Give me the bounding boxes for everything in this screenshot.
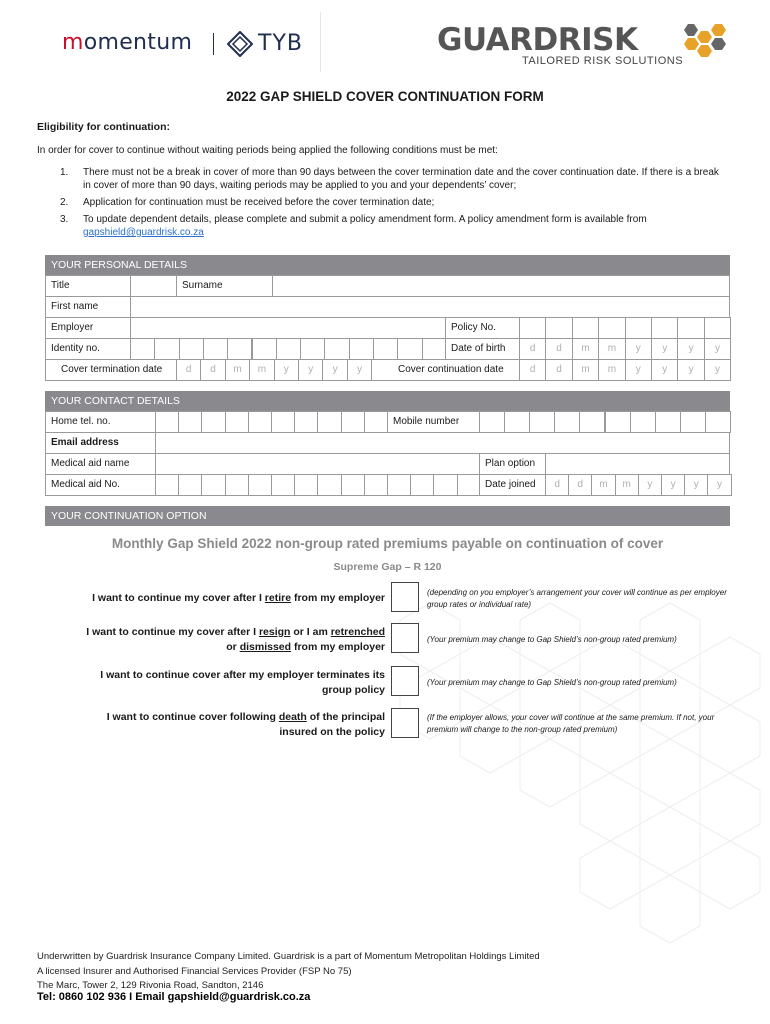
option-text: of the principal <box>306 711 385 723</box>
date-digit-cell[interactable]: m <box>598 359 625 381</box>
condition-number: 3. <box>60 214 69 225</box>
digit-cell[interactable] <box>655 411 681 433</box>
date-digit-cell[interactable]: y <box>625 338 652 360</box>
footer-licence: A licensed Insurer and Authorised Financial Services Provider (FSP No 75) <box>37 966 352 977</box>
option-death-checkbox[interactable] <box>391 708 419 738</box>
footer-contact: Tel: 0860 102 936 I Email gapshield@guardrisk.co.za <box>37 991 311 1003</box>
date-digit-cell[interactable]: y <box>661 474 685 496</box>
tyb-diamond-icon <box>227 31 253 57</box>
first-name-field[interactable] <box>130 296 730 318</box>
momentum-logo-text: momentum <box>62 30 193 55</box>
digit-cell[interactable] <box>225 474 249 496</box>
title-field[interactable] <box>130 275 177 297</box>
digit-cell[interactable] <box>364 474 388 496</box>
condition-number: 2. <box>60 197 69 208</box>
condition-text: Application for continuation must be received before the cover termination date; <box>83 197 435 208</box>
option-resign-note: (Your premium may change to Gap Shield’s non-group rated premium) <box>427 635 677 644</box>
footer-underwritten: Underwritten by Guardrisk Insurance Company Limited. Guardrisk is a part of Momentum Metropolitan Holdings Limited <box>37 951 540 962</box>
footer-address: The Marc, Tower 2, 129 Rivonia Road, Sandton, 2146 <box>37 980 264 991</box>
date-digit-cell[interactable]: y <box>651 338 678 360</box>
digit-cell[interactable] <box>579 411 605 433</box>
digit-cell[interactable] <box>130 338 155 360</box>
option-retire-label <box>92 591 385 606</box>
guardrisk-logo: GUARDRISK <box>437 22 638 58</box>
date-digit-cell[interactable]: m <box>249 359 274 381</box>
option-resign-label <box>86 625 385 655</box>
digit-cell[interactable] <box>154 338 179 360</box>
digit-cell[interactable] <box>651 317 678 339</box>
digit-cell[interactable] <box>276 338 301 360</box>
date-digit-cell[interactable]: d <box>568 474 592 496</box>
option-resign-checkbox[interactable] <box>391 623 419 653</box>
date-digit-cell[interactable]: y <box>298 359 323 381</box>
digit-cell[interactable] <box>704 317 731 339</box>
digit-cell[interactable] <box>519 317 546 339</box>
date-digit-cell[interactable]: y <box>347 359 372 381</box>
digit-cell[interactable] <box>529 411 555 433</box>
digit-cell[interactable] <box>225 411 249 433</box>
digit-cell[interactable] <box>364 411 388 433</box>
digit-cell[interactable] <box>397 338 422 360</box>
date-digit-cell[interactable]: y <box>704 338 731 360</box>
date-joined-label: Date joined <box>479 474 546 496</box>
title-label: Title <box>45 275 131 297</box>
medical-aid-name-field[interactable] <box>155 453 480 475</box>
email-link[interactable]: gapshield@guardrisk.co.za <box>83 227 204 238</box>
option-text: or I am <box>290 626 331 638</box>
digit-cell[interactable] <box>179 338 204 360</box>
digit-cell[interactable] <box>479 411 505 433</box>
option-text: I want to continue my cover after I <box>86 626 259 638</box>
email-label: Email address <box>45 432 156 454</box>
digit-cell[interactable] <box>324 338 349 360</box>
option-text: I want to continue cover following <box>106 711 279 723</box>
medical-aid-name-label: Medical aid name <box>45 453 156 475</box>
policy-no-label: Policy No. <box>445 317 520 339</box>
digit-cell[interactable] <box>252 338 277 360</box>
continuation-heading: YOUR CONTINUATION OPTION <box>45 506 730 526</box>
date-digit-cell[interactable]: y <box>651 359 678 381</box>
date-digit-cell[interactable]: y <box>684 474 708 496</box>
digit-cell[interactable] <box>680 411 706 433</box>
date-digit-cell[interactable]: m <box>598 338 625 360</box>
date-digit-cell[interactable]: m <box>225 359 250 381</box>
digit-cell[interactable] <box>433 474 457 496</box>
digit-cell[interactable] <box>271 411 295 433</box>
home-tel-label: Home tel. no. <box>45 411 156 433</box>
date-digit-cell[interactable]: m <box>591 474 615 496</box>
date-digit-cell[interactable]: y <box>638 474 662 496</box>
digit-cell[interactable] <box>294 474 318 496</box>
guardrisk-tagline: TAILORED RISK SOLUTIONS <box>522 55 684 67</box>
digit-cell[interactable] <box>227 338 252 360</box>
cover-termination-label: Cover termination date <box>45 359 177 381</box>
logo-divider <box>213 33 214 55</box>
option-text-underlined: dismissed <box>239 641 292 653</box>
digit-cell[interactable] <box>572 317 599 339</box>
date-digit-cell[interactable]: d <box>545 474 569 496</box>
date-digit-cell[interactable]: y <box>625 359 652 381</box>
date-digit-cell[interactable]: d <box>200 359 225 381</box>
eligibility-heading: Eligibility for continuation: <box>37 121 170 133</box>
condition-text: To update dependent details, please complete and submit a policy amendment form. A policy amendment form is available from <box>83 214 647 225</box>
option-text-underlined: resign <box>258 626 291 638</box>
mobile-label: Mobile number <box>387 411 480 433</box>
option-employer-terminates-note: (Your premium may change to Gap Shield’s non-group rated premium) <box>427 678 677 687</box>
digit-cell[interactable] <box>178 474 202 496</box>
surname-field[interactable] <box>272 275 730 297</box>
date-digit-cell[interactable]: m <box>615 474 639 496</box>
identity-label: Identity no. <box>45 338 131 360</box>
digit-cell[interactable] <box>422 338 447 360</box>
date-digit-cell[interactable]: m <box>572 359 599 381</box>
tyb-logo: TYB <box>258 31 303 56</box>
date-digit-cell[interactable]: y <box>707 474 731 496</box>
email-field[interactable] <box>155 432 730 454</box>
digit-cell[interactable] <box>155 411 179 433</box>
surname-label: Surname <box>176 275 273 297</box>
digit-cell[interactable] <box>155 474 179 496</box>
plan-line: Supreme Gap – R 120 <box>333 561 442 573</box>
date-digit-cell[interactable]: d <box>519 359 546 381</box>
digit-cell[interactable] <box>677 317 704 339</box>
plan-option-field[interactable] <box>545 453 730 475</box>
digit-cell[interactable] <box>457 474 481 496</box>
digit-cell[interactable] <box>373 338 398 360</box>
digit-cell[interactable] <box>341 474 365 496</box>
digit-cell[interactable] <box>349 338 374 360</box>
option-retire-note: (depending on you employer’s arrangement your cover will continue as per employer group rates or individual rate) <box>427 588 727 609</box>
option-text: I want to continue cover after my employer terminates its <box>100 669 385 681</box>
digit-cell[interactable] <box>630 411 656 433</box>
date-digit-cell[interactable]: y <box>322 359 347 381</box>
digit-cell[interactable] <box>203 338 228 360</box>
condition-number: 1. <box>60 167 69 178</box>
option-text-underlined: death <box>278 711 307 723</box>
condition-text: There must not be a break in cover of more than 90 days between the cover termination date and the cover continuation date. If there is a break in cover of more than 90 days, waiting periods may be applied to you and your dependents’ cover; <box>83 167 719 191</box>
form-title: 2022 GAP SHIELD COVER CONTINUATION FORM <box>226 89 544 104</box>
digit-cell[interactable] <box>705 411 731 433</box>
option-text: from my employer <box>291 592 385 604</box>
digit-cell[interactable] <box>605 411 631 433</box>
guardrisk-hexagon-icon <box>682 22 730 58</box>
option-death-note: (If the employer allows, your cover will continue at the same premium. If not, your premium will change to the non-group rated premium) <box>427 713 715 734</box>
option-text: I want to continue my cover after I <box>92 592 265 604</box>
digit-cell[interactable] <box>201 411 225 433</box>
first-name-label: First name <box>45 296 131 318</box>
momentum-logo <box>62 30 192 55</box>
digit-cell[interactable] <box>554 411 580 433</box>
medical-aid-no-label: Medical aid No. <box>45 474 156 496</box>
employer-field[interactable] <box>130 317 446 339</box>
digit-cell[interactable] <box>248 411 272 433</box>
digit-cell[interactable] <box>410 474 434 496</box>
option-text: or <box>226 641 240 653</box>
option-death-label <box>107 710 385 740</box>
date-digit-cell[interactable]: d <box>545 359 572 381</box>
option-text: from my employer <box>291 641 385 653</box>
personal-details-heading: YOUR PERSONAL DETAILS <box>45 255 730 275</box>
digit-cell[interactable] <box>300 338 325 360</box>
option-retire-checkbox[interactable] <box>391 582 419 612</box>
date-digit-cell[interactable]: m <box>572 338 599 360</box>
dob-label: Date of birth <box>445 338 520 360</box>
digit-cell[interactable] <box>317 474 341 496</box>
option-employer-terminates-label <box>100 668 385 698</box>
header-separator <box>320 12 321 72</box>
plan-option-label: Plan option <box>479 453 546 475</box>
option-employer-terminates-checkbox[interactable] <box>391 666 419 696</box>
contact-details-heading: YOUR CONTACT DETAILS <box>45 391 730 411</box>
date-digit-cell[interactable]: y <box>677 359 704 381</box>
option-text-underlined: retire <box>264 592 292 604</box>
digit-cell[interactable] <box>294 411 318 433</box>
date-digit-cell[interactable]: d <box>519 338 546 360</box>
option-text: insured on the policy <box>279 726 385 738</box>
date-digit-cell[interactable]: d <box>176 359 201 381</box>
digit-cell[interactable] <box>625 317 652 339</box>
digit-cell[interactable] <box>504 411 530 433</box>
digit-cell[interactable] <box>201 474 225 496</box>
digit-cell[interactable] <box>598 317 625 339</box>
digit-cell[interactable] <box>178 411 202 433</box>
date-digit-cell[interactable]: y <box>677 338 704 360</box>
eligibility-intro: In order for cover to continue without waiting periods being applied the following conditions must be met: <box>37 145 498 156</box>
option-text: group policy <box>322 684 385 696</box>
digit-cell[interactable] <box>341 411 365 433</box>
digit-cell[interactable] <box>387 474 411 496</box>
option-text-underlined: retrenched <box>330 626 385 638</box>
continuation-subheading: Monthly Gap Shield 2022 non-group rated premiums payable on continuation of cover <box>111 536 664 551</box>
cover-continuation-label: Cover continuation date <box>371 359 520 381</box>
digit-cell[interactable] <box>545 317 572 339</box>
digit-cell[interactable] <box>271 474 295 496</box>
digit-cell[interactable] <box>317 411 341 433</box>
employer-label: Employer <box>45 317 131 339</box>
digit-cell[interactable] <box>248 474 272 496</box>
date-digit-cell[interactable]: y <box>274 359 299 381</box>
date-digit-cell[interactable]: y <box>704 359 731 381</box>
date-digit-cell[interactable]: d <box>545 338 572 360</box>
